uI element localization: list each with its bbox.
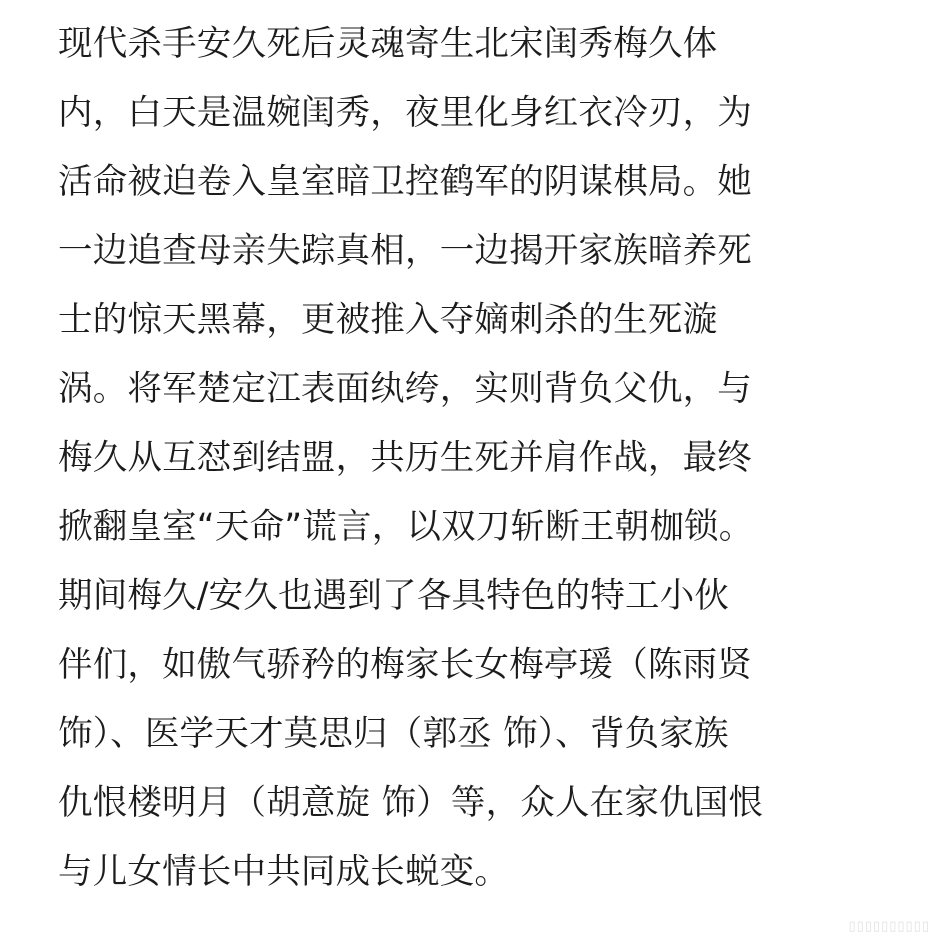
text-line: 与儿女情长中共同成长蜕变。: [58, 852, 510, 892]
watermark: ▯▯▯▯▯▯▯▯▯▯: [848, 919, 930, 934]
text-line: 饰）、医学天才莫思归（郭丞 饰）、背负家族: [58, 714, 729, 754]
text-line: 伴们，如傲气骄矜的梅家长女梅亭瑗（陈雨贤: [58, 645, 752, 685]
text-line: 掀翻皇室“天命”谎言，以双刀斩断王朝枷锁。: [58, 507, 754, 547]
text-line: 现代杀手安久死后灵魂寄生北宋闺秀梅久体: [58, 24, 718, 64]
text-line: 涡。将军楚定江表面纨绔，实则背负父仇，与: [58, 369, 752, 409]
text-line: 一边追查母亲失踪真相，一边揭开家族暗养死: [58, 231, 752, 271]
text-line: 期间梅久/安久也遇到了各具特色的特工小伙: [58, 576, 730, 616]
text-line: 活命被迫卷入皇室暗卫控鹤军的阴谋棋局。她: [58, 162, 752, 202]
paragraph-plot-summary: [58, 10, 898, 562]
paragraph-characters: [58, 562, 898, 907]
text-line: 内，白天是温婉闺秀，夜里化身红衣冷刃，为: [58, 93, 752, 133]
text-line: 仇恨楼明月（胡意旋 饰）等，众人在家仇国恨: [58, 783, 764, 823]
article-body: [58, 10, 898, 907]
text-line: 梅久从互怼到结盟，共历生死并肩作战，最终: [58, 438, 752, 478]
text-line: 士的惊天黑幕，更被推入夺嫡刺杀的生死漩: [58, 300, 718, 340]
